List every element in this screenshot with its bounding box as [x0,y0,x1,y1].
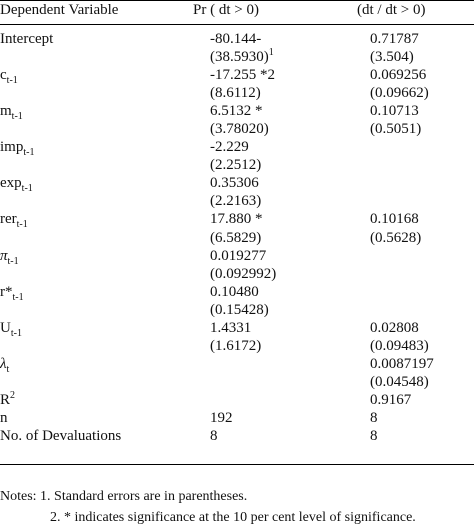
probability-value: -17.255 *2 [210,67,275,84]
probability-value: (6.5829) [210,229,262,246]
conditional-value: 8 [370,409,378,426]
conditional-value: (0.09483) [370,337,429,354]
table-row [0,84,474,102]
row-label: imp$_{t-1}$ [0,139,35,159]
table-row [0,373,474,391]
row-label: rer$_{t-1}$ [0,211,28,231]
probability-value: 6.5132 * [210,103,263,120]
probability-value: (1.6172) [210,337,262,354]
row-label: $R^2$ [0,389,16,408]
conditional-value: 0.02808 [370,319,419,336]
probability-value: (2.2163) [210,193,262,210]
row-label: $\pi_{t-1}$ [0,247,19,267]
table-row [0,30,474,48]
probability-value: 0.019277 [210,247,267,264]
table-row [0,337,474,355]
table-row [0,229,474,247]
row-label: $c_{t-1}$ [0,67,18,87]
conditional-value: (3.504) [370,49,414,66]
row-label: $U_{t-1}$ [0,319,22,339]
conditional-value: 8 [370,428,378,445]
probability-value: 192 [210,409,233,426]
row-label: $\lambda_t$ [0,355,10,375]
table-row [0,66,474,87]
table-row [0,210,474,231]
conditional-value: 0.0087197 [370,355,434,372]
table-row [0,391,474,409]
header-probability: Pr ( dt > 0) [193,2,259,18]
table-row [0,355,474,373]
probability-value: 0.10480 [210,283,259,300]
header-conditional: (dt / dt > 0) [357,2,426,18]
probability-value: (3.78020) [210,121,269,138]
probability-value: (2.2512) [210,157,262,174]
conditional-value: 0.069256 [370,67,427,84]
conditional-value: 0.10168 [370,211,419,228]
conditional-value: (0.5051) [370,121,422,138]
probability-value: -80.144- [210,31,262,47]
row-label: No. of Devaluations [0,428,122,445]
row-label: $m_{t-1}$ [0,103,23,123]
table-row [0,427,474,445]
table-row [0,192,474,210]
table-row [0,156,474,174]
header-dependent-variable: Dependent Variable [0,2,119,18]
probability-value: 0.35306 [210,175,259,192]
table-row [0,301,474,319]
table-header [0,0,474,24]
conditional-value: (0.09662) [370,85,429,102]
table-row [0,174,474,195]
table-bottom-rule [0,464,474,465]
probability-value: 17.880 * [210,211,263,228]
row-label: n [0,409,8,426]
table-row [0,283,474,301]
header-rule [0,24,474,25]
probability-value: 1.4331 [210,319,252,336]
conditional-value: 0.10713 [370,103,419,120]
probability-value: -2.229 [210,139,249,156]
note-line-1: Notes: 1. Standard errors are in parentheses. [0,489,248,504]
table-row [0,265,474,283]
table-body [0,30,474,445]
conditional-value: 0.9167 [370,391,412,408]
probability-value: (0.15428) [210,301,269,318]
table-row [0,102,474,123]
conditional-value: (0.5628) [370,229,422,246]
probability-value: 8 [210,428,218,445]
row-label: $r*_{t-1}$ [0,283,24,303]
probability-value: (0.092992) [210,265,277,282]
table-row [0,409,474,427]
probability-value: $(38.5930)^1$ [210,47,274,66]
probability-value: (8.6112) [210,85,261,102]
conditional-value: (0.04548) [370,373,429,390]
table-row [0,48,474,66]
note-line-2: 2. * indicates significance at the 10 per cent level of significance. [50,510,416,525]
row-label: Intercept [0,31,54,47]
table-row [0,247,474,265]
table-row [0,319,474,337]
table-row [0,138,474,159]
row-label: $\exp_{t-1}$ [0,175,33,195]
table-row [0,120,474,138]
conditional-value: 0.71787 [370,31,419,47]
